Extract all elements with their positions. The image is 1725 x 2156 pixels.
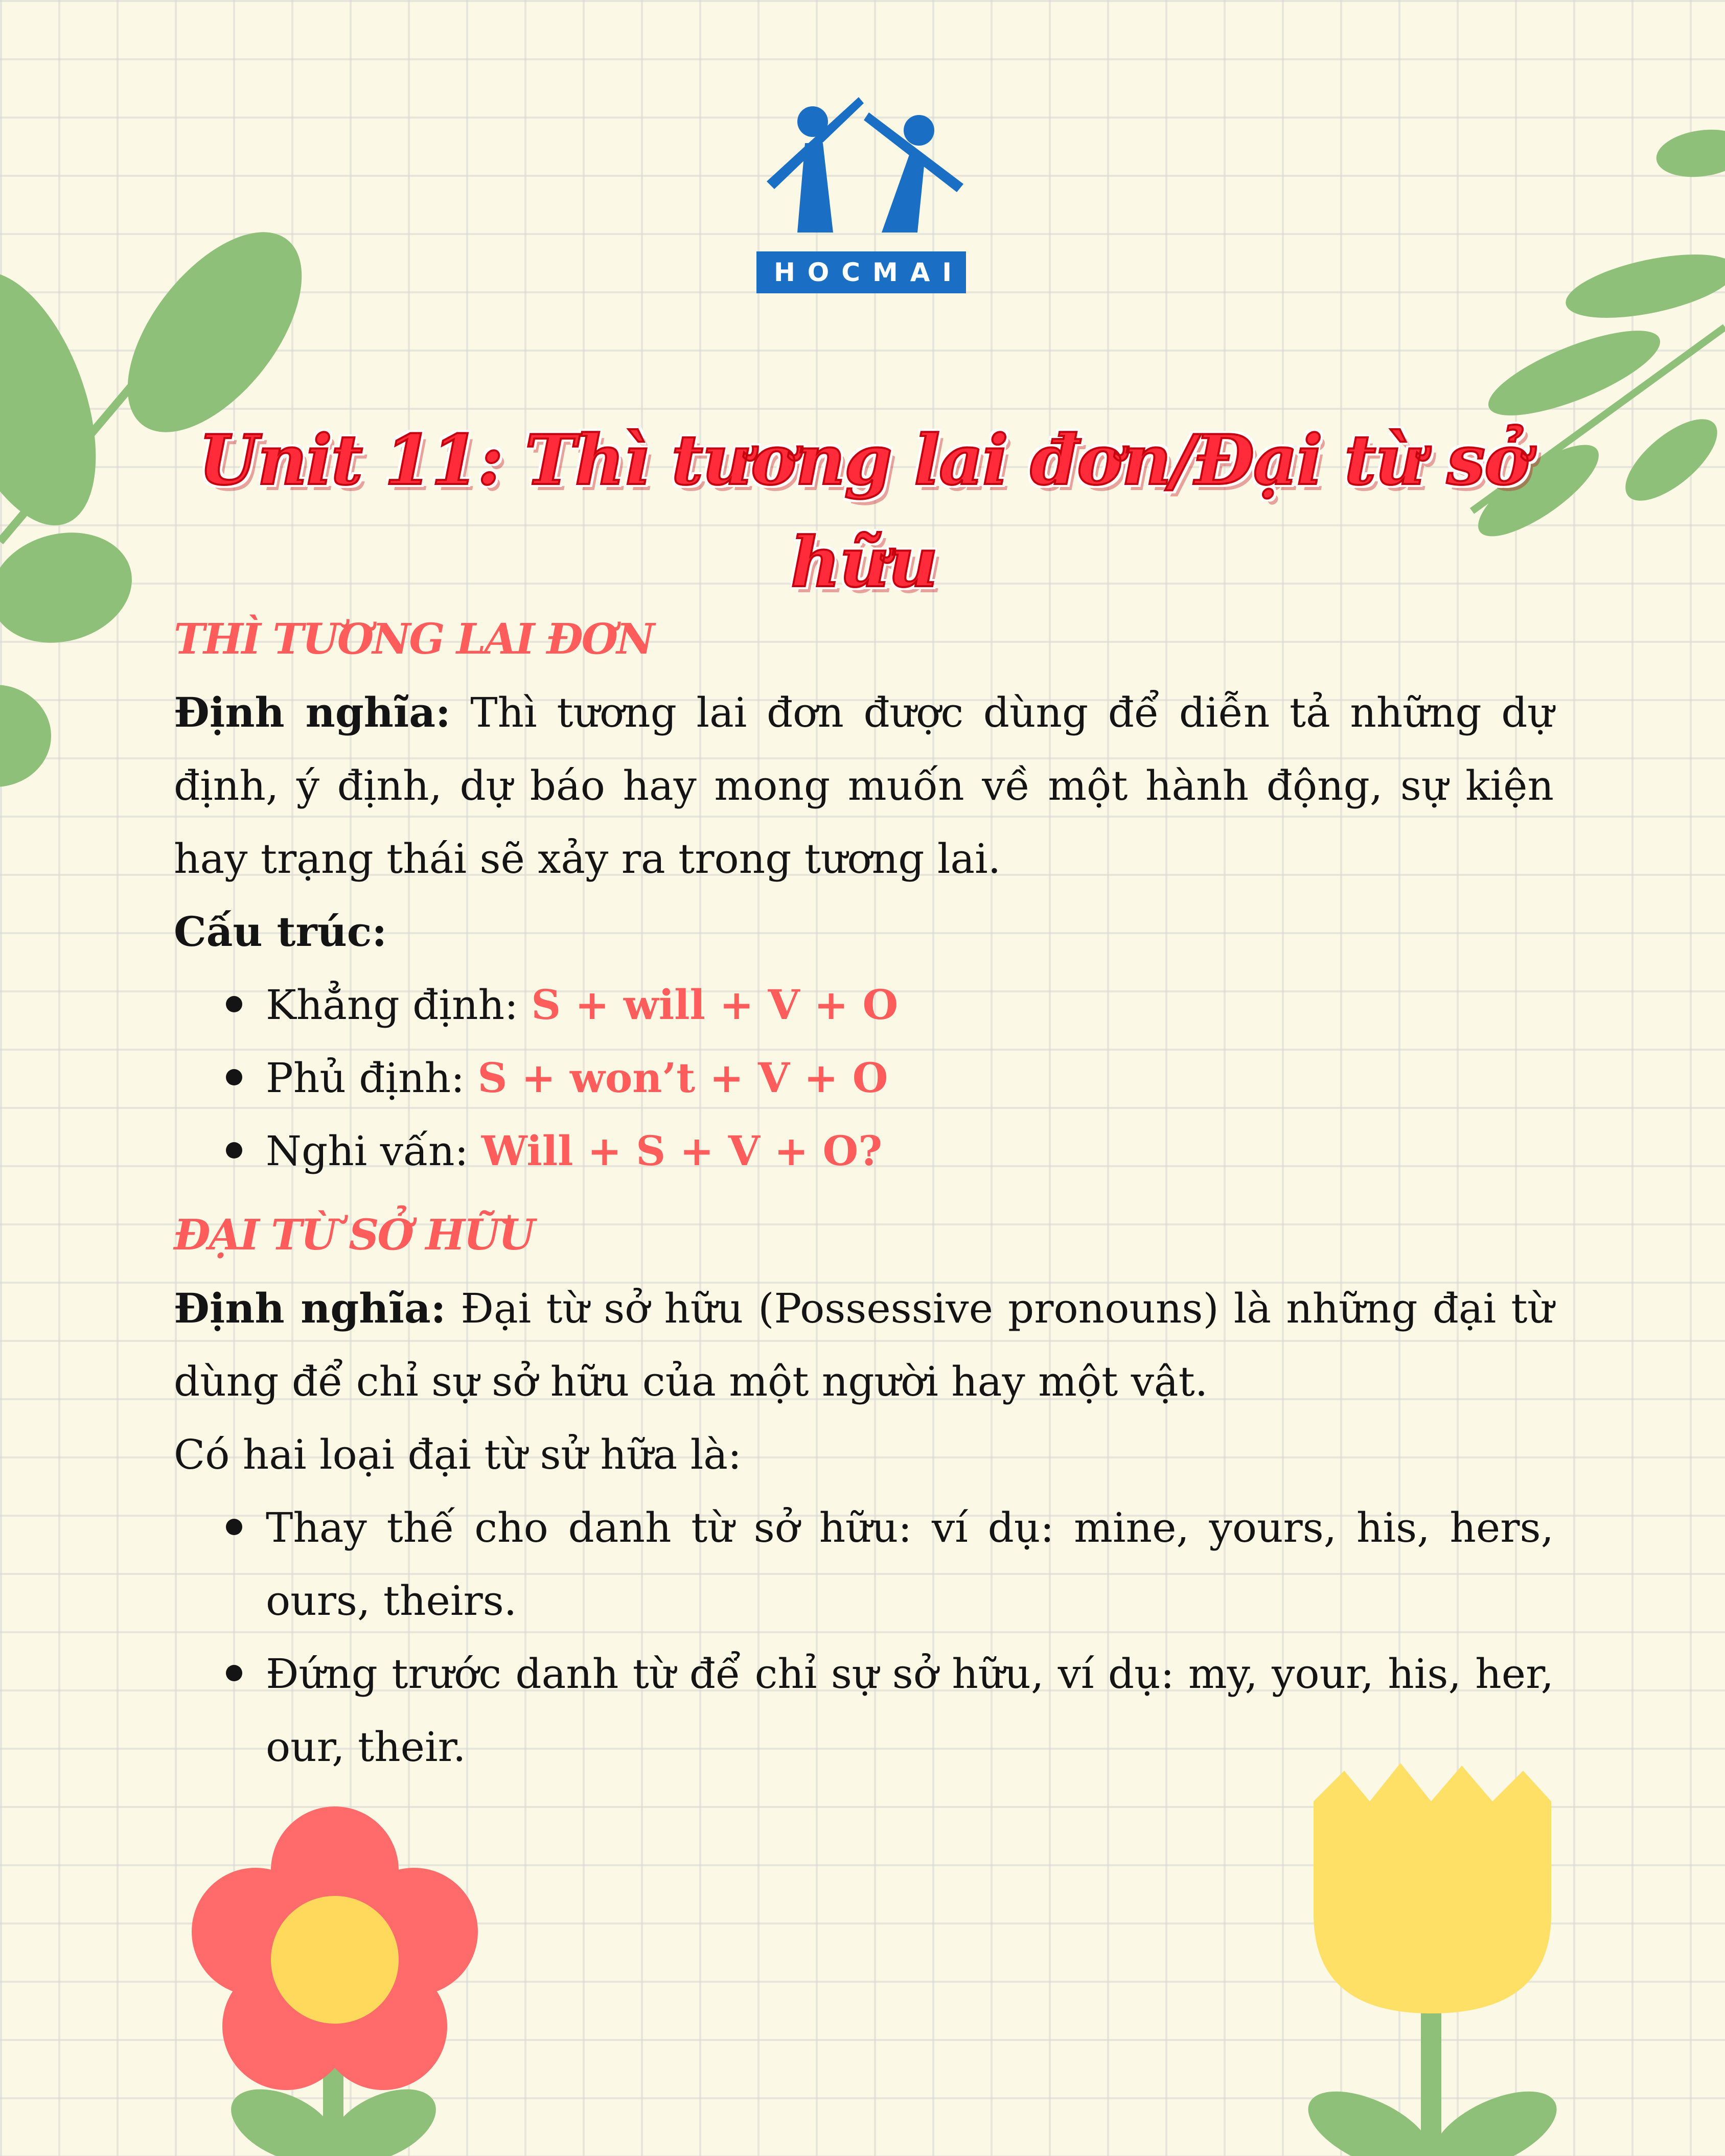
list-item: Đứng trước danh từ để chỉ sự sở hữu, ví dụ: my, your, his, her, our, their. bbox=[266, 1637, 1554, 1783]
definition-paragraph bbox=[174, 1272, 1554, 1418]
definition-paragraph bbox=[174, 676, 1554, 895]
section-simple-future bbox=[174, 603, 1554, 1188]
yellow-tulip-icon bbox=[1297, 1763, 1568, 2156]
definition-label: Định nghĩa: bbox=[174, 688, 451, 736]
list-item bbox=[266, 1041, 1554, 1115]
structure-formula: S + won’t + V + O bbox=[477, 1054, 888, 1102]
list-item: Thay thế cho danh từ sở hữu: ví dụ: mine, yours, his, hers, ours, theirs. bbox=[266, 1491, 1554, 1637]
page-title: Unit 11: Thì tương lai đơn/Đại từ sở hữu bbox=[198, 420, 1529, 602]
definition-text: Thì tương lai đơn được dùng để diễn tả những dự định, ý định, dự báo hay mong muốn về một hành động, sự kiện hay trạng thái sẽ xảy ra trong tương lai. bbox=[174, 689, 1554, 883]
structure-type: Nghi vấn: bbox=[266, 1127, 481, 1175]
structure-type: Phủ định: bbox=[266, 1054, 478, 1102]
structure-list bbox=[174, 968, 1554, 1188]
types-list bbox=[174, 1491, 1554, 1783]
types-intro: Có hai loại đại từ sử hữa là: bbox=[174, 1431, 742, 1478]
structure-formula: Will + S + V + O? bbox=[481, 1127, 883, 1175]
definition-label: Định nghĩa: bbox=[174, 1284, 446, 1332]
list-item bbox=[266, 1115, 1554, 1188]
structure-label: Cấu trúc: bbox=[174, 908, 387, 956]
section-possessive-pronouns bbox=[174, 1199, 1554, 1783]
red-flower-icon bbox=[192, 1806, 478, 2156]
section-heading: THÌ TƯƠNG LAI ĐƠN bbox=[174, 615, 654, 664]
content bbox=[174, 603, 1554, 1783]
section-heading: ĐẠI TỪ SỞ HỮU bbox=[174, 1211, 534, 1260]
list-item bbox=[266, 968, 1554, 1041]
structure-formula: S + will + V + O bbox=[531, 981, 899, 1029]
definition-text: Đại từ sở hữu (Possessive pronouns) là những đại từ dùng để chỉ sự sở hữu của một người hay một vật. bbox=[174, 1285, 1554, 1405]
logo-text: HOCMAI bbox=[773, 258, 964, 287]
structure-type: Khẳng định: bbox=[266, 981, 532, 1029]
